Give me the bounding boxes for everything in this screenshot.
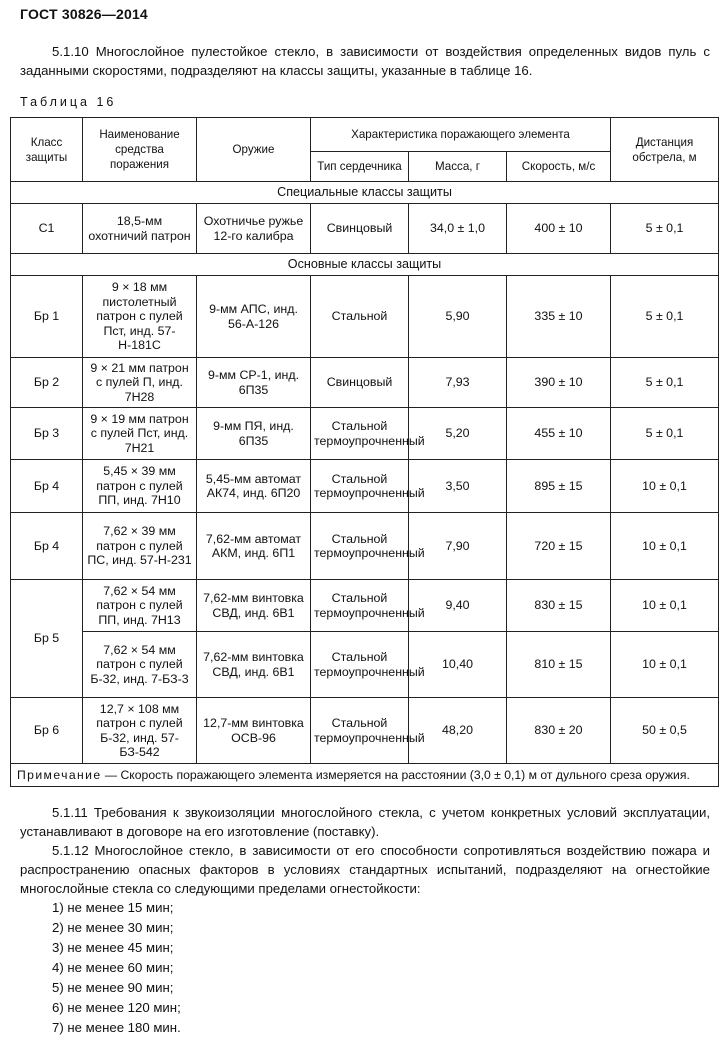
paragraph-5-1-12: 5.1.12 Многослойное стекло, в зависимости от его способности сопротивляться воздействию пожара и распространению опасных факторов в условиях стандартных испытаний, подразделяют на огнестойкие многослойные стекла со следующими пределами огнестойкости:	[20, 843, 710, 896]
list-item: 6) не менее 120 мин;	[52, 1000, 181, 1015]
cell-distance: 5 ± 0,1	[611, 276, 719, 358]
cell-core: Свинцовый	[311, 358, 409, 408]
cell-distance: 10 ± 0,1	[611, 580, 719, 632]
list-item: 2) не менее 30 мин;	[52, 920, 174, 935]
cell-weapon: 9-мм АПС, инд. 56-А-126	[197, 276, 311, 358]
cell-core: Стальной термоупрочненный	[311, 408, 409, 460]
cell-means: 9 × 21 мм патрон с пулей П, инд. 7Н28	[83, 358, 197, 408]
table-row	[11, 408, 719, 460]
section-main: Основные классы защиты	[11, 254, 719, 276]
header-distance: Дистанция обстрела, м	[611, 118, 719, 182]
table-row	[11, 358, 719, 408]
header-mass: Масса, г	[409, 152, 507, 182]
cell-means: 9 × 19 мм патрон с пулей Пст, инд. 7Н21	[83, 408, 197, 460]
fire-limits-list	[52, 898, 181, 1038]
table-row	[11, 204, 719, 254]
cell-mass: 10,40	[409, 632, 507, 698]
cell-core: Стальной термоупрочненный	[311, 460, 409, 513]
cell-class: Бр 6	[11, 698, 83, 764]
cell-core: Стальной термоупрочненный	[311, 632, 409, 698]
cell-mass: 9,40	[409, 580, 507, 632]
list-item: 3) не менее 45 мин;	[52, 940, 174, 955]
cell-distance: 10 ± 0,1	[611, 632, 719, 698]
cell-weapon: 9-мм ПЯ, инд. 6П35	[197, 408, 311, 460]
cell-means: 9 × 18 мм пистолетный патрон с пулей Пст, инд. 57-Н-181С	[83, 276, 197, 358]
list-item: 4) не менее 60 мин;	[52, 960, 174, 975]
cell-distance: 5 ± 0,1	[611, 408, 719, 460]
cell-distance: 5 ± 0,1	[611, 358, 719, 408]
paragraph-5-1-10: 5.1.10 Многослойное пулестойкое стекло, в зависимости от воздействия определенных видов пуль с заданными скоростями, подразделяют на классы защиты, указанные в таблице 16.	[20, 44, 710, 78]
cell-means: 7,62 × 39 мм патрон с пулей ПС, инд. 57-Н-231	[83, 513, 197, 580]
cell-speed: 895 ± 15	[507, 460, 611, 513]
cell-class: Бр 3	[11, 408, 83, 460]
table-row	[11, 460, 719, 513]
section-special: Специальные классы защиты	[11, 182, 719, 204]
table-row	[11, 513, 719, 580]
cell-speed: 810 ± 15	[507, 632, 611, 698]
cell-speed: 400 ± 10	[507, 204, 611, 254]
table-caption: Таблица 16	[20, 95, 117, 109]
cell-speed: 390 ± 10	[507, 358, 611, 408]
cell-speed: 335 ± 10	[507, 276, 611, 358]
cell-core: Стальной термоупрочненный	[311, 580, 409, 632]
cell-means: 12,7 × 108 мм патрон с пулей Б-32, инд. 57-БЗ-542	[83, 698, 197, 764]
cell-means: 7,62 × 54 мм патрон с пулей Б-32, инд. 7-БЗ-3	[83, 632, 197, 698]
cell-means: 5,45 × 39 мм патрон с пулей ПП, инд. 7Н10	[83, 460, 197, 513]
table-row	[11, 580, 719, 632]
cell-speed: 830 ± 15	[507, 580, 611, 632]
cell-weapon: 12,7-мм винтовка ОСВ-96	[197, 698, 311, 764]
cell-weapon: 7,62-мм автомат АКМ, инд. 6П1	[197, 513, 311, 580]
header-means: Наименование средства поражения	[83, 118, 197, 182]
cell-distance: 10 ± 0,1	[611, 460, 719, 513]
paragraph-5-1-11: 5.1.11 Требования к звукоизоляции многослойного стекла, с учетом конкретных условий эксплуатации, устанавливают в договоре на его изготовление (поставку).	[20, 805, 710, 839]
cell-class: Бр 4	[11, 513, 83, 580]
cell-core: Стальной термоупрочненный	[311, 513, 409, 580]
cell-weapon: 7,62-мм винтовка СВД, инд. 6В1	[197, 632, 311, 698]
cell-means: 7,62 × 54 мм патрон с пулей ПП, инд. 7Н13	[83, 580, 197, 632]
cell-weapon: 7,62-мм винтовка СВД, инд. 6В1	[197, 580, 311, 632]
cell-distance: 50 ± 0,5	[611, 698, 719, 764]
document-code: ГОСТ 30826—2014	[20, 6, 148, 22]
cell-class: Бр 4	[11, 460, 83, 513]
cell-means: 18,5-мм охотничий патрон	[83, 204, 197, 254]
header-weapon: Оружие	[197, 118, 311, 182]
cell-distance: 5 ± 0,1	[611, 204, 719, 254]
cell-mass: 5,20	[409, 408, 507, 460]
list-item: 5) не менее 90 мин;	[52, 980, 174, 995]
table-note	[11, 764, 719, 787]
protection-classes-table	[10, 117, 719, 787]
cell-class: Бр 2	[11, 358, 83, 408]
cell-distance: 10 ± 0,1	[611, 513, 719, 580]
table-row	[11, 632, 719, 698]
table-row	[11, 276, 719, 358]
cell-core: Свинцовый	[311, 204, 409, 254]
cell-weapon: 9-мм СР-1, инд. 6П35	[197, 358, 311, 408]
cell-speed: 455 ± 10	[507, 408, 611, 460]
note-label: Примечание	[17, 768, 102, 782]
cell-class: Бр 1	[11, 276, 83, 358]
cell-speed: 830 ± 20	[507, 698, 611, 764]
cell-mass: 48,20	[409, 698, 507, 764]
cell-mass: 3,50	[409, 460, 507, 513]
cell-class: Бр 5	[11, 580, 83, 698]
header-characteristic: Характеристика поражающего элемента	[311, 118, 611, 152]
cell-weapon: Охотничье ружье 12-го калибра	[197, 204, 311, 254]
list-item: 7) не менее 180 мин.	[52, 1020, 181, 1035]
cell-mass: 7,90	[409, 513, 507, 580]
cell-weapon: 5,45-мм автомат АК74, инд. 6П20	[197, 460, 311, 513]
cell-class: С1	[11, 204, 83, 254]
cell-mass: 34,0 ± 1,0	[409, 204, 507, 254]
cell-mass: 5,90	[409, 276, 507, 358]
cell-core: Стальной	[311, 276, 409, 358]
header-class: Класс защиты	[11, 118, 83, 182]
header-speed: Скорость, м/с	[507, 152, 611, 182]
cell-mass: 7,93	[409, 358, 507, 408]
header-core: Тип сердечника	[311, 152, 409, 182]
cell-core: Стальной термоупрочненный	[311, 698, 409, 764]
note-text: — Скорость поражающего элемента измеряется на расстоянии (3,0 ± 0,1) м от дульного среза оружия.	[101, 768, 690, 782]
list-item: 1) не менее 15 мин;	[52, 900, 174, 915]
table-row	[11, 698, 719, 764]
cell-speed: 720 ± 15	[507, 513, 611, 580]
